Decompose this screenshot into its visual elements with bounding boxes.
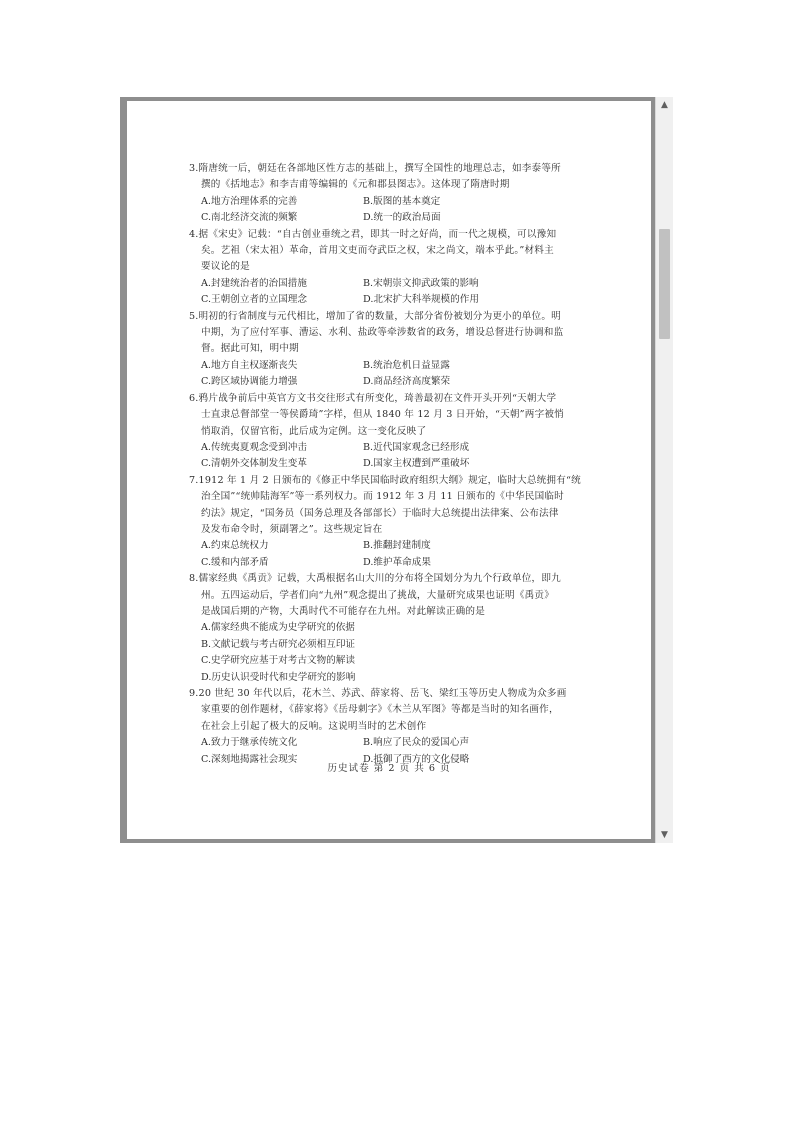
question-list bbox=[189, 161, 619, 768]
answer-option: C.清朝外交体制发生变革 bbox=[201, 458, 307, 470]
question-stem-line: 是战国后期的产物，大禹时代不可能存在九州。对此解读正确的是 bbox=[201, 605, 486, 617]
question-stem-line: 及发布命令时，须副署之”。这些规定旨在 bbox=[201, 523, 383, 535]
answer-option: A.地方自主权逐渐丧失 bbox=[201, 359, 298, 371]
option-row bbox=[189, 735, 619, 751]
question-stem-line: 家重要的创作题材，《薛家将》《岳母刺字》《木兰从军图》等都是当时的知名画作， bbox=[201, 704, 559, 716]
question-stem-line: 矣。艺祖（宋太祖）革命，首用文吏而夺武臣之权，宋之尚文，端本乎此。”材料主 bbox=[201, 245, 554, 257]
question-stem-line: 4.据《宋史》记载：“自古创业垂统之君，即其一时之好尚，而一代之规模，可以豫知 bbox=[189, 228, 557, 240]
question-9 bbox=[189, 686, 619, 768]
answer-option: D.抵御了西方的文化侵略 bbox=[363, 753, 470, 765]
option-row bbox=[189, 440, 619, 456]
question-5 bbox=[189, 309, 619, 391]
answer-option: B.响应了民众的爱国心声 bbox=[363, 737, 470, 749]
option-row bbox=[189, 620, 619, 636]
answer-option: D.统一的政治局面 bbox=[363, 212, 441, 224]
option-row bbox=[189, 358, 619, 374]
option-row bbox=[189, 194, 619, 210]
answer-option: D.历史认识受时代和史学研究的影响 bbox=[201, 671, 356, 683]
question-stem-line: 3.隋唐统一后，朝廷在各部地区性方志的基础上，撰写全国性的地理总志，如李泰等所 bbox=[189, 163, 561, 174]
question-stem-line: 要议论的是 bbox=[201, 261, 250, 273]
option-row bbox=[189, 653, 619, 669]
option-row bbox=[189, 637, 619, 653]
answer-option: A.致力于继承传统文化 bbox=[201, 737, 298, 749]
question-stem-line: 5.明初的行省制度与元代相比，增加了省的数量，大部分省份被划分为更小的单位。明 bbox=[189, 310, 561, 322]
answer-option: A.儒家经典不能成为史学研究的依据 bbox=[201, 622, 355, 634]
answer-option: A.传统夷夏观念受到冲击 bbox=[201, 441, 307, 453]
page-footer: 历史试卷 第 2 页 共 6 页 bbox=[327, 763, 451, 774]
question-stem-line: 督。据此可知，明中期 bbox=[201, 343, 299, 355]
question-4 bbox=[189, 227, 619, 309]
answer-option: D.维护革命成果 bbox=[363, 556, 431, 568]
answer-option: B.文献记载与考古研究必须相互印证 bbox=[201, 638, 356, 650]
option-row bbox=[189, 555, 619, 571]
vertical-scrollbar[interactable] bbox=[655, 97, 673, 843]
question-stem-line: 治全国”“统帅陆海军”等一系列权力。而 1912 年 3 月 11 日颁布的《中华民国临时 bbox=[201, 491, 564, 503]
answer-option: C.缓和内部矛盾 bbox=[201, 556, 269, 568]
answer-option: A.地方治理体系的完善 bbox=[201, 195, 298, 207]
answer-option: C.深刻地揭露社会现实 bbox=[201, 753, 298, 765]
question-stem-line: 悄取消，仅留官衔，此后成为定例。这一变化反映了 bbox=[201, 425, 427, 437]
option-row bbox=[189, 276, 619, 292]
answer-option: B.推翻封建制度 bbox=[363, 540, 431, 552]
question-stem-line: 撰的《括地志》和李吉甫等编辑的《元和郡县图志》。这体现了隋唐时期 bbox=[201, 179, 510, 191]
scrollbar-thumb[interactable] bbox=[659, 229, 670, 339]
question-stem-line: 8.儒家经典《禹贡》记载，大禹根据名山大川的分布将全国划分为九个行政单位，即九 bbox=[189, 573, 561, 585]
answer-option: B.版图的基本奠定 bbox=[363, 195, 441, 207]
option-row bbox=[189, 374, 619, 390]
question-6 bbox=[189, 391, 619, 473]
answer-option: C.史学研究应基于对考古文物的解读 bbox=[201, 655, 355, 667]
option-row bbox=[189, 670, 619, 686]
exam-page bbox=[127, 101, 651, 839]
option-row bbox=[189, 210, 619, 226]
answer-option: C.跨区域协调能力增强 bbox=[201, 376, 298, 388]
answer-option: D.商品经济高度繁荣 bbox=[363, 376, 451, 388]
option-row bbox=[189, 456, 619, 472]
answer-option: C.南北经济交流的频繁 bbox=[201, 212, 298, 224]
answer-option: A.封建统治者的治国措施 bbox=[201, 277, 307, 289]
option-row bbox=[189, 538, 619, 554]
question-stem-line: 州。五四运动后，学者们向“九州”观念提出了挑战，大量研究成果也证明《禹贡》 bbox=[201, 589, 554, 601]
answer-option: D.国家主权遭到严重破坏 bbox=[363, 458, 470, 470]
answer-option: C.王朝创立者的立国理念 bbox=[201, 294, 307, 306]
question-3 bbox=[189, 161, 619, 227]
answer-option: D.北宋扩大科举规模的作用 bbox=[363, 294, 479, 306]
question-stem-line: 7.1912 年 1 月 2 日颁布的《修正中华民国临时政府组织大纲》规定，临时大总统拥有“统 bbox=[189, 474, 581, 486]
scroll-up-icon[interactable]: ▲ bbox=[661, 100, 668, 110]
question-8 bbox=[189, 571, 619, 686]
question-stem-line: 6.鸦片战争前后中英官方文书交往形式有所变化，琦善最初在文件开头开列“天朝大学 bbox=[189, 392, 557, 404]
answer-option: B.宋朝崇文抑武政策的影响 bbox=[363, 277, 479, 289]
question-stem-line: 中期，为了应付军事、漕运、水利、盐政等牵涉数省的政务，增设总督进行协调和监 bbox=[201, 327, 564, 339]
question-7 bbox=[189, 473, 619, 571]
question-stem-line: 约法》规定，“国务员（国务总理及各部部长）于临时大总统提出法律案、公布法律 bbox=[201, 507, 559, 519]
document-viewer bbox=[120, 97, 673, 843]
answer-option: B.统治危机日益显露 bbox=[363, 359, 450, 371]
scroll-down-icon[interactable]: ▼ bbox=[661, 830, 668, 840]
answer-option: A.约束总统权力 bbox=[201, 540, 269, 552]
question-stem-line: 士直隶总督部堂一等侯爵琦”字样，但从 1840 年 12 月 3 日开始，“天朝”两字被悄 bbox=[201, 409, 564, 421]
question-stem-line: 9.20 世纪 30 年代以后，花木兰、苏武、薛家将、岳飞、梁红玉等历史人物成为众多画 bbox=[189, 688, 567, 699]
option-row bbox=[189, 292, 619, 308]
answer-option: B.近代国家观念已经形成 bbox=[363, 441, 470, 453]
question-stem-line: 在社会上引起了极大的反响。这说明当时的艺术创作 bbox=[201, 720, 427, 732]
